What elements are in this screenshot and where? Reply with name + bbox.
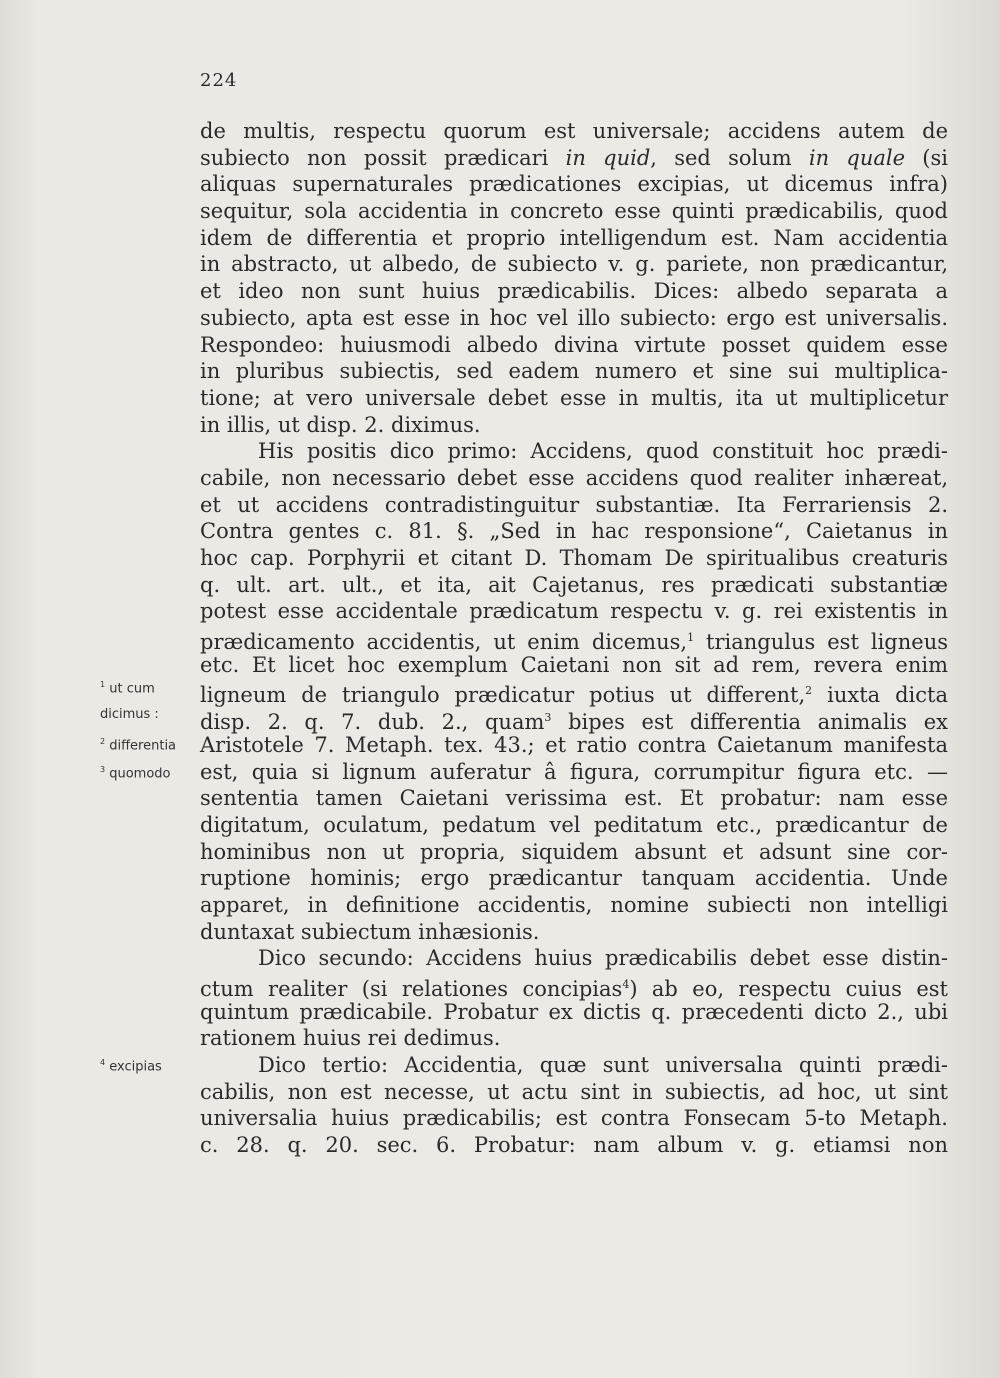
text-line: ctum realiter (si relationes concipias$^4$) ab eo, respectu cuius est [200,977,948,1001]
text-line: ligneum de triangulo prædicatur potius ut different,$^2$ iuxta dicta [200,683,948,708]
text-line: hominibus non ut propria, siquidem absunt et adsunt sine cor- [200,839,948,864]
text-line: aliquas supernaturales prædicationes excipias, ut dicemus infra) [200,172,948,197]
margin-note: $^4$ excipias [100,1058,162,1075]
text-line: c. 28. q. 20. sec. 6. Probatur: nam album v. g. etiamsi non [200,1133,948,1158]
text-line: Dico tertio: Accidentia, quæ sunt universalıa quinti prædi- [258,1053,948,1078]
text-line: digitatum, oculatum, pedatum vel peditatum etc., prædicantur de [200,812,948,837]
text-line: Respondeo: huiusmodi albedo divina virtute posset quidem esse [200,332,948,357]
text-line: et ideo non sunt huius prædicabilis. Dices: albedo separata a [200,279,948,304]
text-line: quintum prædicabile. Probatur ex dictis q. præcedenti dicto 2., ubi [200,999,948,1024]
text-line: rationem huius rei dedimus. [200,1026,501,1051]
margin-note: $^3$ quomodo [100,765,171,782]
text-line: sequitur, sola accidentia in concreto esse quinti prædicabilis, quod [200,199,948,224]
text-line: disp. 2. q. 7. dub. 2., quam$^3$ bipes est differentia animalis ex [200,710,948,735]
text-line: Aristotele 7. Metaph. tex. 43.; et ratio contra Caietanum manifesta [200,732,948,757]
text-line: subiecto non possit prædicari in quid, sed solum in quale (si [200,145,948,170]
text-line: in illis, ut disp. 2. diximus. [200,412,481,437]
text-line: universalia huius prædicabilis; est contra Fonsecam 5-to Metaph. [200,1106,948,1131]
text-line: etc. Et licet hoc exemplum Caietani non sit ad rem, revera enim [200,652,948,677]
text-line: in pluribus subiectis, sed eadem numero et sine sui multiplica- [200,359,948,384]
text-line: in abstracto, ut albedo, de subiecto v. g. pariete, non prædicantur, [200,252,948,277]
text-line: prædicamento accidentis, ut enim dicemus,$^1$ triangulus est ligneus [200,630,948,655]
text-line: potest esse accidentale prædicatum respectu v. g. rei existentis in [200,599,948,624]
page-number: 224 [200,70,238,91]
margin-note: dicimus : [100,707,159,722]
text-line: est, quia si lignum auferatur â figura, corrumpitur figura etc. — [200,759,948,784]
text-line: subiecto, apta est esse in hoc vel illo subiecto: ergo est universalis. [200,305,948,330]
text-line: et ut accidens contradistinguitur substantiæ. Ita Ferrariensis 2. [200,492,948,517]
text-line: apparet, in definitione accidentis, nomine subiecti non intelligi [200,892,948,917]
text-line: His positis dico primo: Accidens, quod constituit hoc prædi- [258,439,948,464]
body-text [200,118,948,1159]
text-line: ruptione hominis; ergo prædicantur tanquam accidentia. Unde [200,866,948,891]
text-line: idem de differentia et proprio intelligendum est. Nam accidentia [200,225,948,250]
text-line: cabilis, non est necesse, ut actu sint in subiectis, ad hoc, ut sint [200,1079,948,1104]
text-line: tione; at vero universale debet esse in multis, ita ut multiplicetur [200,385,948,410]
text-line: q. ult. art. ult., et ita, ait Cajetanus, res prædicati substantiæ [200,572,948,597]
text-line: Dico secundo: Accidens huius prædicabilis debet esse distin- [258,946,948,971]
text-line: hoc cap. Porphyrii et citant D. Thomam De spiritualibus creaturis [200,546,948,570]
text-line: de multis, respectu quorum est universale; accidens autem de [200,119,948,143]
margin-note: $^2$ differentia [100,737,177,754]
margin-note: $^1$ ut cum [100,680,155,697]
text-line: sententia tamen Caietani verissima est. Et probatur: nam esse [200,786,948,811]
text-line: duntaxat subiectum inhæsionis. [200,919,540,944]
text-line: Contra gentes c. 81. §. „Sed in hac responsione“, Caietanus in [200,519,948,544]
text-line: cabile, non necessario debet esse accidens quod realiter inhæreat, [200,465,948,490]
